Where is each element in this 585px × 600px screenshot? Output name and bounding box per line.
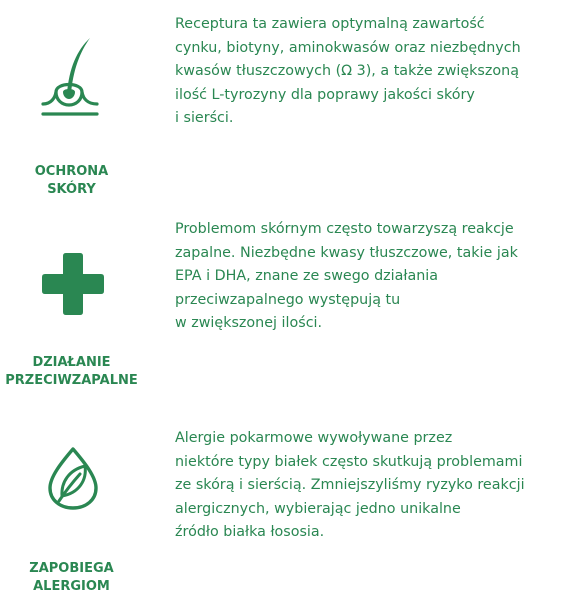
feature-label: OCHRONA SKÓRY [34,164,109,197]
feature-skin-protection [0,0,585,205]
feature-allergy-prevention [0,405,585,600]
leaf-drop-icon [47,446,99,510]
medical-cross-icon [42,253,104,315]
feature-description: Alergie pokarmowe wywoływane przez niektóre typy białek często skutkują problemami ze skórą i sierścią. Zmniejszyliśmy ryzyko reakcji alergicznych, wybierając jedno unikalne źródło białka łososia. [175,430,525,540]
hair-follicle-icon [41,36,99,120]
feature-description: Receptura ta zawiera optymalną zawartość cynku, biotyny, aminokwasów oraz niezbędnych kwasów tłuszczowych (Ω 3), a także zwiększoną ilość L-tyrozyny dla poprawy jakości skóry i sierści. [175,16,521,126]
feature-description: Problemom skórnym często towarzyszą reakcje zapalne. Niezbędne kwasy tłuszczowe, takie jak EPA i DHA, znane ze swego działania przeciwzapalnego występują tu w zwiększonej ilości. [175,221,518,331]
feature-label: ZAPOBIEGA ALERGIOM [29,561,114,594]
feature-anti-inflammatory [0,205,585,405]
feature-label: DZIAŁANIE PRZECIWZAPALNE [5,355,138,388]
